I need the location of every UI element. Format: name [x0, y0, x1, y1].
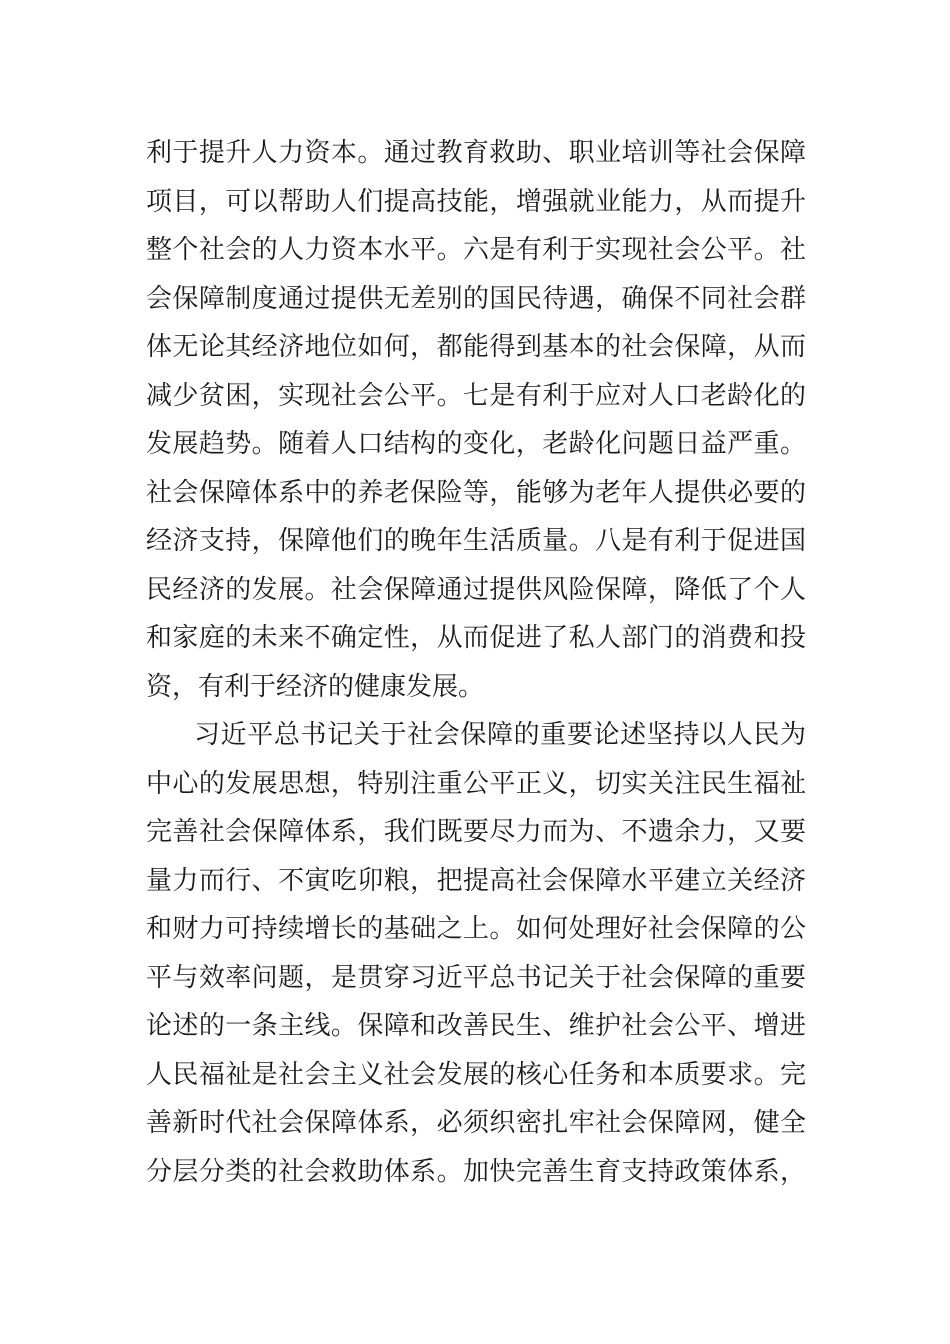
- text-line: 民经济的发展。社会保障通过提供风险保障，降低了个人: [146, 574, 806, 605]
- text-line: 和家庭的未来不确定性，从而促进了私人部门的消费和投: [146, 623, 806, 653]
- text-line: 发展趋势。随着人口结构的变化，老龄化问题日益严重。: [146, 429, 806, 459]
- text-line: 人民福祉是社会主义社会发展的核心任务和本质要求。完: [146, 1059, 806, 1090]
- text-line: 分层分类的社会救助体系。加快完善生育支持政策体系，: [146, 1156, 806, 1187]
- text-line: 论述的一条主线。保障和改善民生、维护社会公平、增进: [146, 1011, 806, 1041]
- text-line: 中心的发展思想，特别注重公平正义，切实关注民生福祉: [146, 768, 806, 799]
- text-line: 项目，可以帮助人们提高技能，增强就业能力，从而提升: [146, 186, 806, 217]
- text-line: 社会保障体系中的养老保险等，能够为老年人提供必要的: [146, 477, 806, 508]
- text-line: 减少贫困，实现社会公平。七是有利于应对人口老龄化的: [146, 380, 806, 411]
- text-line: 善新时代社会保障体系，必须织密扎牢社会保障网，健全: [146, 1108, 806, 1138]
- paragraph-2: [146, 711, 806, 1196]
- paragraph-1: [146, 129, 806, 711]
- text-line: 会保障制度通过提供无差别的国民待遇，确保不同社会群: [146, 283, 806, 314]
- text-line: 习近平总书记关于社会保障的重要论述坚持以人民为: [194, 720, 806, 750]
- text-line: 利于提升人力资本。通过教育救助、职业培训等社会保障: [146, 138, 806, 168]
- text-line: 资，有利于经济的健康发展。: [146, 671, 485, 702]
- text-line: 平与效率问题，是贯穿习近平总书记关于社会保障的重要: [146, 962, 806, 993]
- text-line: 和财力可持续增长的基础之上。如何处理好社会保障的公: [146, 914, 806, 944]
- text-line: 整个社会的人力资本水平。六是有利于实现社会公平。社: [146, 235, 806, 265]
- text-line: 量力而行、不寅吃卯粮，把提高社会保障水平建立关经济: [146, 865, 806, 896]
- text-line: 完善社会保障体系，我们既要尽力而为、不遗余力，又要: [146, 817, 806, 847]
- document-body: [146, 129, 806, 1196]
- text-line: 经济支持，保障他们的晚年生活质量。八是有利于促进国: [146, 526, 806, 556]
- text-line: 体无论其经济地位如何，都能得到基本的社会保障，从而: [146, 332, 806, 362]
